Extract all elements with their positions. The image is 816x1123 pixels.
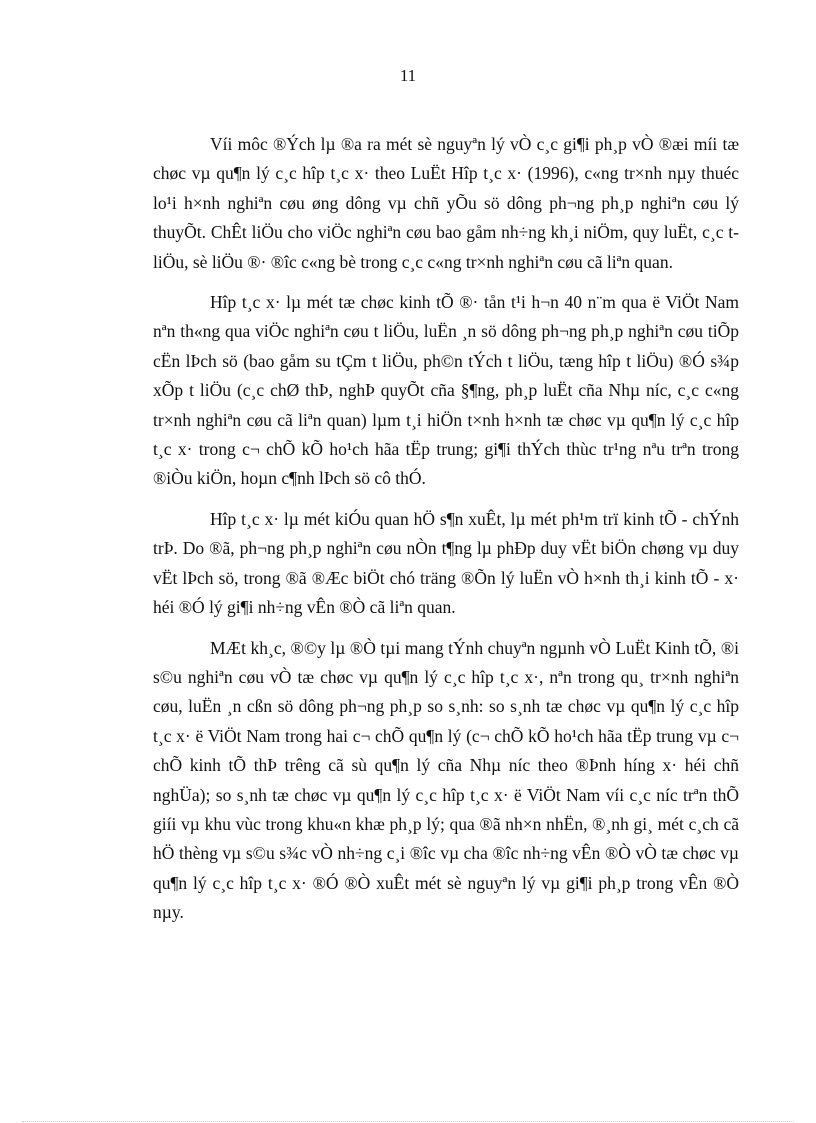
paragraph-2: Hîp t¸c x· lµ mét tæ chøc kinh tÕ ®· tån t¹i h¬n 40 n¨m qua ë ViÖt Nam nªn th«ng qua viÖc nghiªn cøu t liÖu, luËn ¸n sö dông ph¬ng ph¸p nghiªn cøu tiÕp cËn lÞch sö (bao gåm su tÇm t liÖu, ph©n tÝch t liÖu, tæng hîp t liÖu) ®Ó s¾p xÕp t liÖu (c¸c chØ thÞ, nghÞ quyÕt cña §¶ng, ph¸p luËt cña Nhµ níc, c¸c c«ng tr×nh nghiªn cøu cã liªn quan) lµm t¸i hiÖn t×nh h×nh tæ chøc vµ qu¶n lý c¸c hîp t¸c x· trong c¬ chÕ kÕ ho¹ch hãa tËp trung; gi¶i thÝch thùc tr¹ng nªu trªn trong ®iÒu kiÖn, hoµn c¶nh lÞch sö cô thÓ. (153, 292, 739, 489)
page-number: 11 (399, 66, 417, 85)
paragraph-4: MÆt kh¸c, ®©y lµ ®Ò tµi mang tÝnh chuyªn ngµnh vÒ LuËt Kinh tÕ, ®i s©u nghiªn cøu vÒ tæ chøc vµ qu¶n lý c¸c hîp t¸c x·, nªn trong qu¸ tr×nh nghiªn cøu, luËn ¸n cßn sö dông ph¬ng ph¸p so s¸nh: so s¸nh tæ chøc vµ qu¶n lý c¸c hîp t¸c x· ë ViÖt Nam trong hai c¬ chÕ qu¶n lý (c¬ chÕ kÕ ho¹ch hãa tËp trung vµ c¬ chÕ kinh tÕ thÞ trêng cã sù qu¶n lý cña Nhµ níc theo ®Þnh híng x· héi chñ nghÜa); so s¸nh tæ chøc vµ qu¶n lý c¸c hîp t¸c x· ë ViÖt Nam víi c¸c níc trªn thÕ giíi vµ khu vùc trong khu«n khæ ph¸p lý; qua ®ã nh×n nhËn, ®¸nh gi¸ mét c¸ch cã hÖ thèng vµ s©u s¾c vÒ nh÷ng c¸i ®îc vµ cha ®îc nh÷ng vÊn ®Ò vÒ tæ chøc vµ qu¶n lý c¸c hîp t¸c x· ®Ó ®Ò xuÊt mét sè nguyªn lý vµ gi¶i ph¸p trong vÊn ®Ò nµy. (153, 637, 739, 923)
body-text (153, 130, 739, 939)
paragraph-3: Hîp t¸c x· lµ mét kiÓu quan hÖ s¶n xuÊt, lµ mét ph¹m trï kinh tÕ - chÝnh trÞ. Do ®ã, ph¬ng ph¸p nghiªn cøu nÒn t¶ng lµ phÐp duy vËt biÖn chøng vµ duy vËt lÞch sö, trong ®ã ®Æc biÖt chó träng ®Õn lý luËn vÒ h×nh th¸i kinh tÕ - x· héi ®Ó lý gi¶i nh÷ng vÊn ®Ò cã liªn quan. (153, 508, 739, 618)
page-bottom-divider (22, 1121, 794, 1122)
paragraph-1: Víi môc ®Ých lµ ®a ra mét sè nguyªn lý vÒ c¸c gi¶i ph¸p vÒ ®æi míi tæ chøc vµ qu¶n lý c¸c hîp t¸c x· theo LuËt Hîp t¸c x· (1996), c«ng tr×nh nµy thuéc lo¹i h×nh nghiªn cøu øng dông vµ chñ yÕu sö dông ph¬ng ph¸p nghiªn cøu lý thuyÕt. ChÊt liÖu cho viÖc nghiªn cøu bao gåm nh÷ng kh¸i niÖm, quy luËt, c¸c t liÖu, sè liÖu ®· ®îc c«ng bè trong c¸c c«ng tr×nh nghiªn cøu cã liªn quan. (153, 134, 739, 272)
